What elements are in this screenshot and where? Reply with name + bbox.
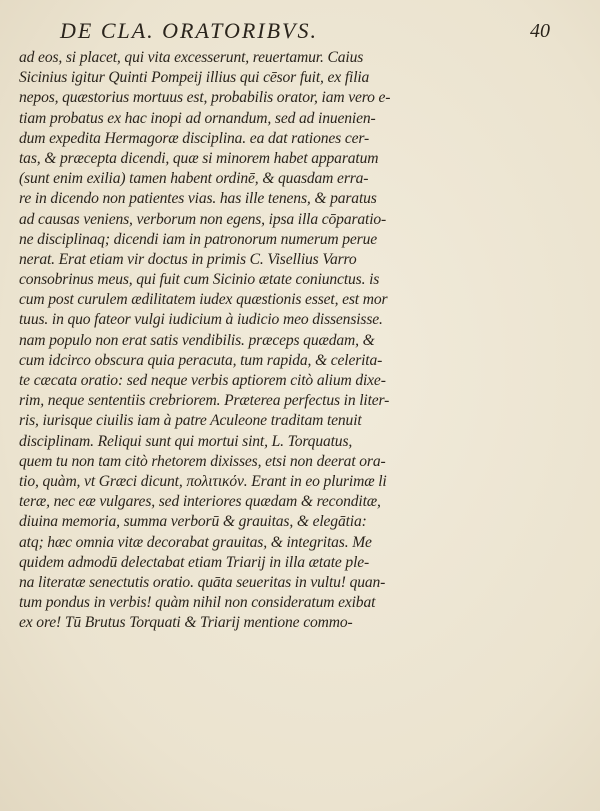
text-line: ne disciplinaq; dicendi iam in patronorum numerum perue [19, 230, 378, 248]
text-line: quidem admodū delectabat etiam Triarij in illa ætate ple- [19, 553, 370, 571]
text-line: tio, quàm, vt Græci dicunt, πολιτικόν. Erant in eo plurimæ li [19, 472, 387, 490]
text-line: ris, iurisque ciuilis iam à patre Aculeone traditam tenuit [19, 412, 362, 430]
text-line: atq; hæc omnia vitæ decorabat grauitas, & integritas. Me [19, 533, 372, 551]
text-line: tas, & præcepta dicendi, quæ si minorem habet apparatum [19, 149, 379, 167]
text-line: na literatæ senectutis oratio. quāta seueritas in vultu! quan- [19, 573, 386, 591]
text-line: dum expedita Hermagoræ disciplina. ea dat rationes cer- [19, 129, 370, 147]
text-line: re in dicendo non patientes vias. has ille tenens, & paratus [19, 190, 377, 208]
text-line: cum idcirco obscura quia peracuta, tum rapida, & celerita- [19, 351, 383, 369]
text-line: tuus. in quo fateor vulgi iudicium à iudicio meo dissensisse. [19, 311, 383, 329]
text-line: cum post curulem ædilitatem iudex quæstionis esset, est mor [19, 291, 388, 309]
text-line: ad causas veniens, verborum non egens, ipsa illa cōparatio- [19, 210, 387, 228]
text-line: consobrinus meus, qui fuit cum Sicinio ætate coniunctus. is [19, 271, 380, 289]
text-line: tum pondus in verbis! quàm nihil non consideratum exibat [19, 594, 376, 612]
text-line: ad eos, si placet, qui vita excesserunt, reuertamur. Caius [19, 49, 364, 66]
text-line: diuina memoria, summa verborū & grauitas, & elegātia: [19, 513, 367, 531]
text-line: nepos, quæstorius mortuus est, probabilis orator, iam vero e- [19, 89, 391, 107]
text-line: rim, neque sententiis crebriorem. Præterea perfectus in liter- [19, 392, 390, 410]
text-line: Sicinius igitur Quinti Pompeij illius qui cēsor fuit, ex filia [19, 69, 370, 87]
text-line: disciplinam. Reliqui sunt qui mortui sint, L. Torquatus, [19, 432, 353, 450]
text-line: te cæcata oratio: sed neque verbis aptiorem citò alium dixe- [19, 372, 386, 389]
body-text [19, 48, 411, 633]
text-line: ex ore! Tū Brutus Torquati & Triarij mentione commo- [19, 614, 353, 632]
page-number: 40 [530, 20, 550, 42]
text-line: quem tu non tam citò rhetorem dixisses, etsi non deerat ora- [19, 452, 386, 470]
text-line: teræ, nec eæ vulgares, sed interiores quædam & reconditæ, [19, 493, 381, 511]
text-line: tiam probatus ex hac inopi ad ornandum, sed ad inuenien- [19, 109, 376, 127]
running-title: DE CLA. ORATORIBVS. [60, 18, 318, 43]
page-header [60, 18, 550, 48]
text-line: nam populo non erat satis vendibilis. præceps quædam, & [19, 331, 375, 349]
text-line: nerat. Erat etiam vir doctus in primis C. Visellius Varro [19, 250, 357, 268]
text-line: (sunt enim exilia) tamen habent ordinē, & quasdam erra- [19, 170, 369, 188]
